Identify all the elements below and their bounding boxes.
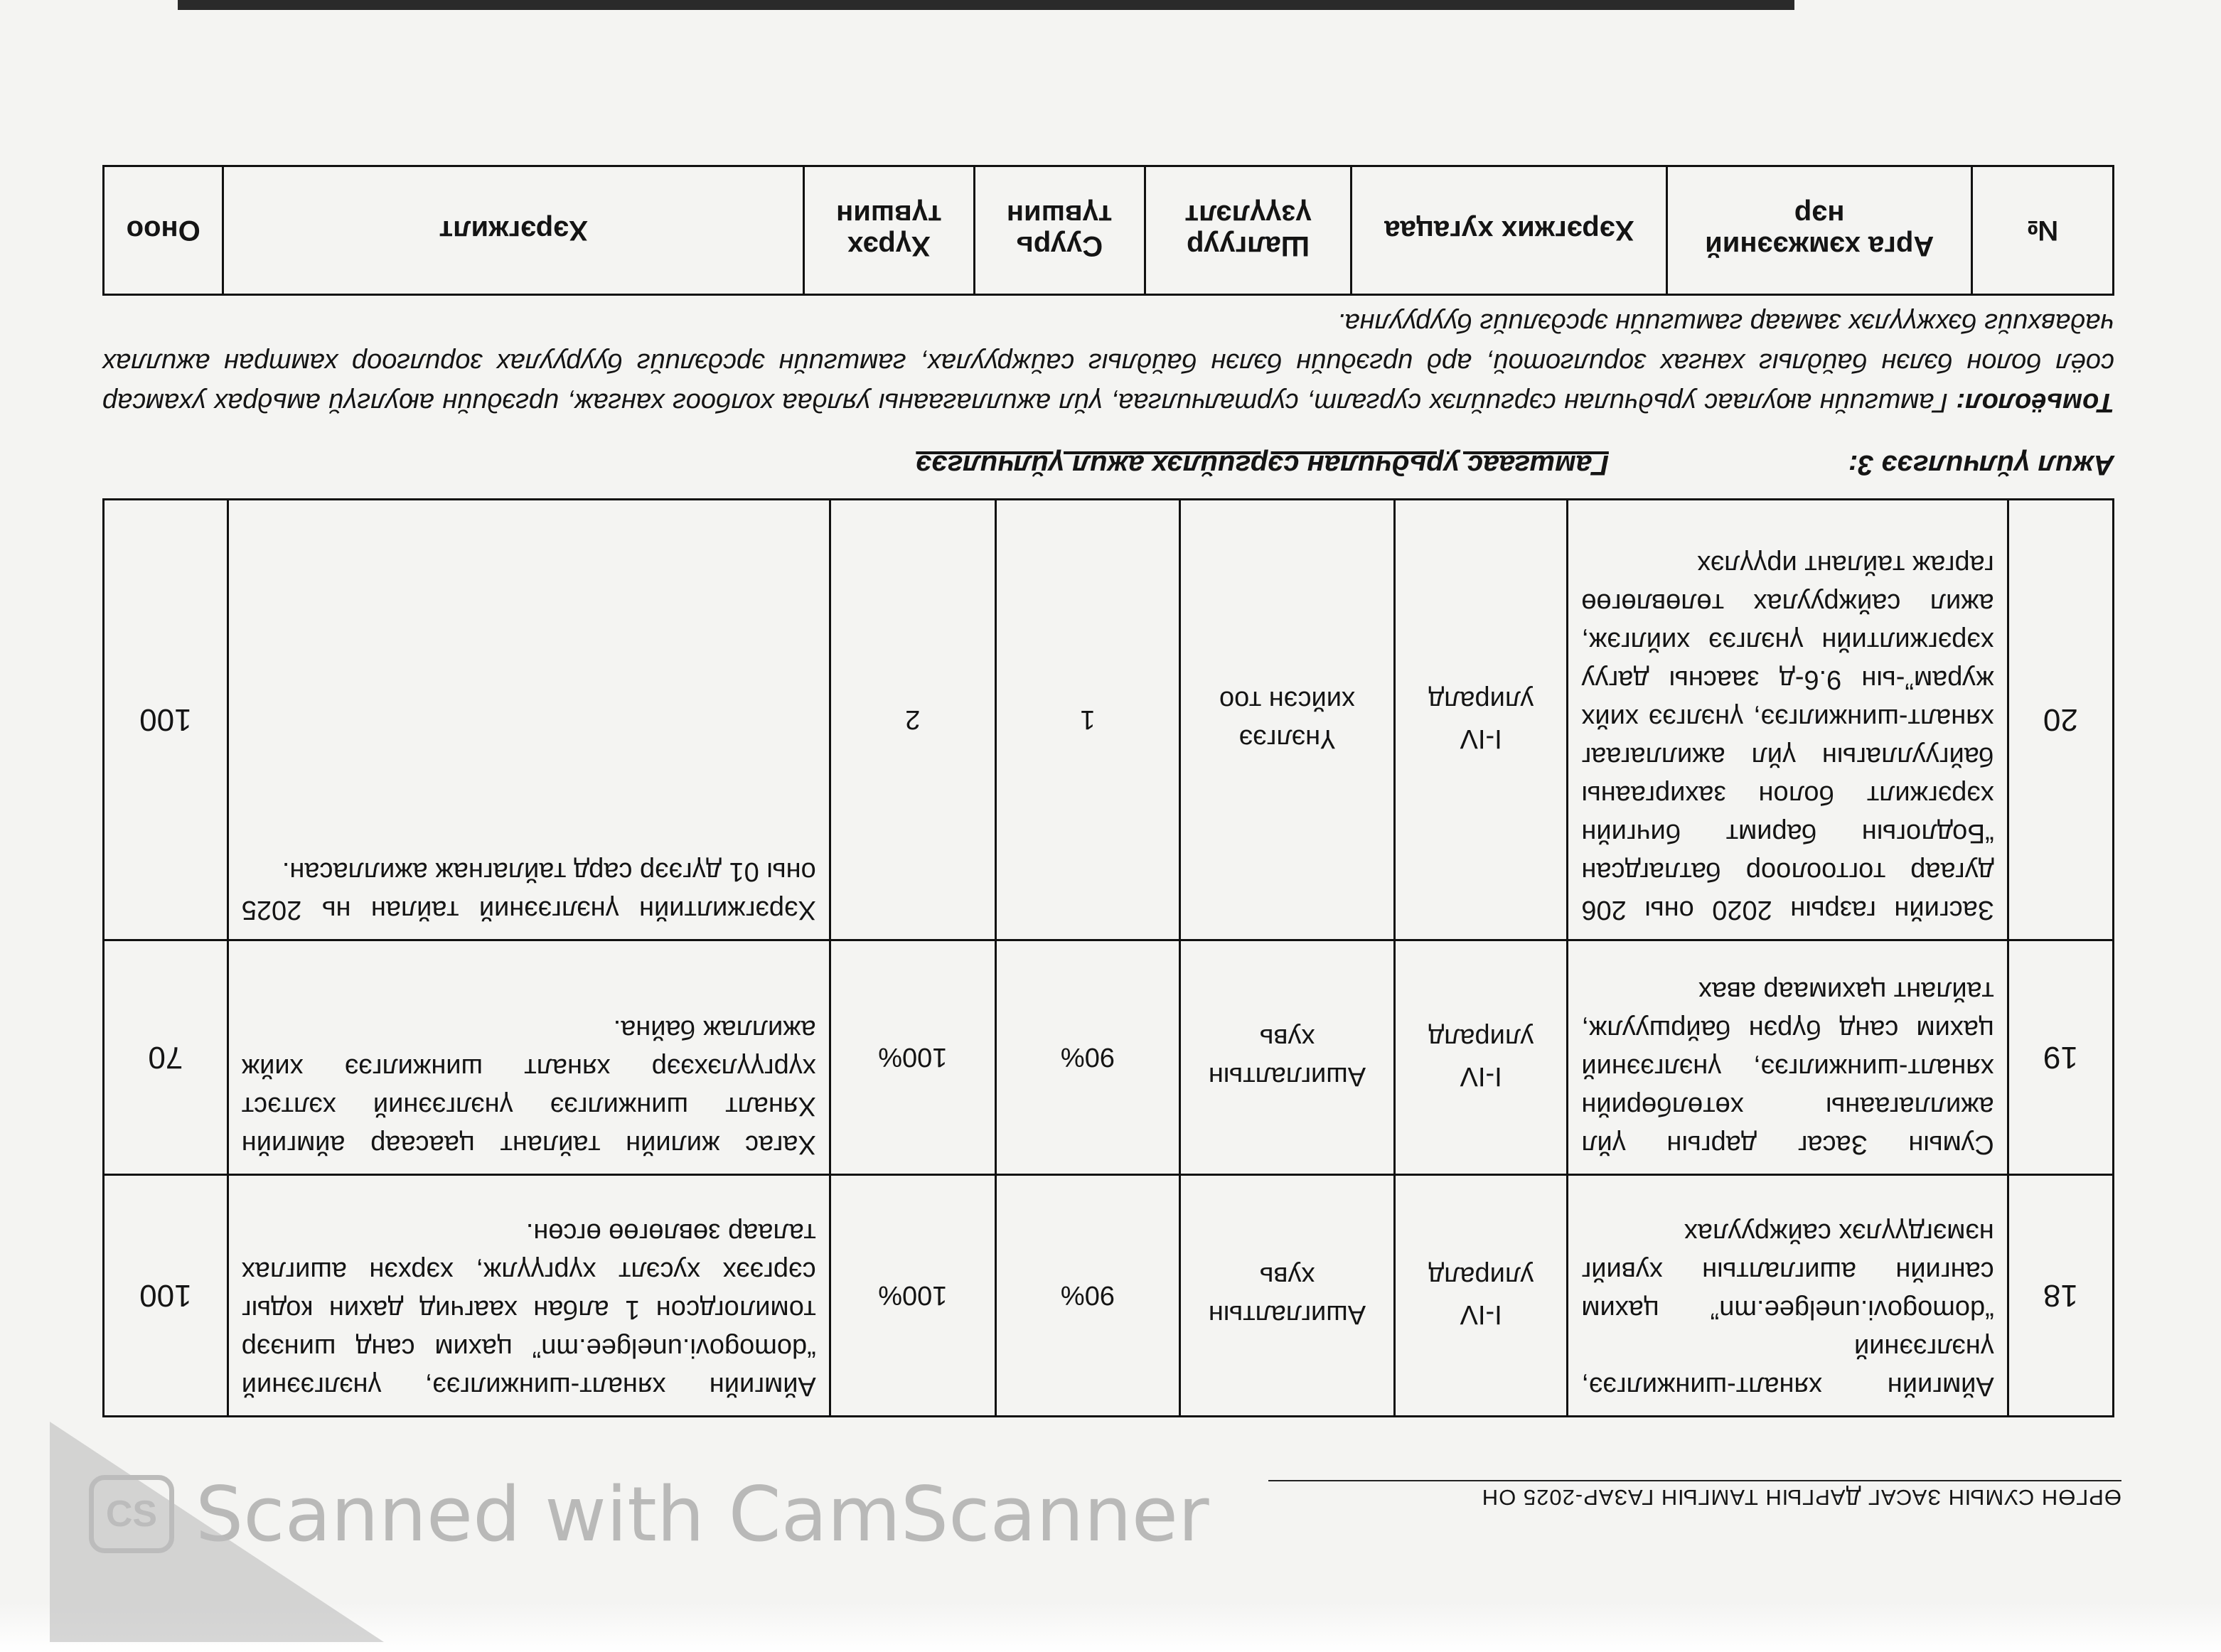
row-indicator: Үнэлгээ хийсэн тоо [1180,500,1395,940]
note-label: Томьёолол: [1956,387,2114,417]
header-deadline: Хэрэгжих хугацаа [1352,166,1667,295]
row-base: 1 [995,500,1179,940]
row-score: 100 [104,500,228,940]
row-indicator: Ашиглалтын хувь [1180,1175,1395,1417]
page-corner-fold [50,1422,384,1642]
header-score: Оноо [104,166,223,295]
plan-table [102,165,2114,296]
row-description: Засгийн газрын 2020 оны 206 дугаар тогтоолоор батлагдсан “Бодлогын баримт бичгийн хэрэгжилт болон захиргааны байгууллагын үйл ажиллагааг хяналт-шинжилгээ, үнэлгээ хийх журам”-ын 9.6-д заасны дагуу хэрэгжилтийн үнэлгээ хийлгэж, ажил сайжруулах төлөвлөгөө гаргаж тайлант ирүүлэх [1568,500,2008,940]
row-target: 100% [830,940,995,1175]
row-target: 100% [830,1175,995,1417]
row-indicator: Ашиглалтын хувь [1180,940,1395,1175]
header-target: Хүрэх түвшин [803,166,974,295]
header-result: Хэрэгжилт [223,166,803,295]
row-base: 90% [995,940,1179,1175]
row-description: Сумын Засаг даргын үйл ажиллагааны хөтөлбөрийн хяналт-шинжилгээ, үнэлгээний цахим санд бүрэн байршуулж, тайлант цахимаар авах [1568,940,2008,1175]
note-text: Гамшгийн аюулаас урьдчилан сэргийлэх сургалт, сурталчилгаа, үйл ажиллагааны уялдаа холбоог хангаж, иргэдийн аюулгүй амьдрах ухамсар соёл болон бэлэн байдлыг хангах зорилготой, ард иргэдийн бэлэн байдлыг сайжруулах, гамшгийн эрсдэлийг бууруулах зорилгоор хамтран ажиллах чадавхийг бэхжүүлэх замаар гамшгийн эрсдэлийг бууруулна. [102,308,2114,417]
watermark-text: Scanned with CamScanner [196,1470,1209,1558]
row-score: 100 [104,1175,228,1417]
row-description: Аймгийн хяналт-шинжилгээ, үнэлгээний “domogovi.unelgee.mn” цахим сангийн ашиглалтын хувийг нэмэгдүүлэх сайжруулах [1568,1175,2008,1417]
formulation-note [102,303,2114,422]
row-number: 19 [2008,940,2113,1175]
row-result: Хагас жилийн тайлант цаасаар аймгийн Хяналт шинжилгээ үнэлгээний хэлтэст хүргүүлэхээр хяналт шинжилгээ хийж ажиллаж байна. [228,940,830,1175]
row-result: Аймгийн хяналт-шинжилгээ, үнэлгээний “domogovi.unelgee.mn” цахим санд шинээр томилогдсон 1 албан хаагчид дахин кодыг сэргээх хусэлт хүргүүлж, хэрхэн ашиглах талаар зөвлөгөө өгсөн. [228,1175,830,1417]
section-label: Ажил үйлчилгээ 3: [1848,449,2114,481]
row-period: I-IV улиралд [1394,940,1568,1175]
table-row [104,1175,2114,1417]
table-row [104,500,2114,940]
row-period: I-IV улиралд [1394,1175,1568,1417]
row-target: 2 [830,500,995,940]
header-no: № [1972,166,2114,295]
row-result: Хэрэгжилтийн үнэлгээний тайлан нь 2025 оны 01 дүгээр сард тайлагнаж ажилласан. [228,500,830,940]
header-indicator: Шалгуур үзүүлэлт [1145,166,1352,295]
row-number: 20 [2008,500,2113,940]
row-base: 90% [995,1175,1179,1417]
section-name: Гамшгаас урьдчилан сэргийлэх ажил үйлчилгээ [916,449,1609,481]
logo-text: CS [105,1493,158,1535]
scan-edge-shadow [178,0,1794,10]
header-base: Суурь түвшин [974,166,1145,295]
table-header-row [104,166,2114,295]
evaluation-table [102,498,2114,1417]
header-action: Арга хэмжээний нэр [1667,166,1972,295]
row-number: 18 [2008,1175,2113,1417]
document-header: ӨРГӨН СУМЫН ЗАСАГ ДАРГЫН ТАМГЫН ГАЗАР-2025 ОН [1268,1480,2121,1510]
table-row [104,940,2114,1175]
section-title [102,449,2114,481]
row-period: I-IV улиралд [1394,500,1568,940]
row-score: 70 [104,940,228,1175]
